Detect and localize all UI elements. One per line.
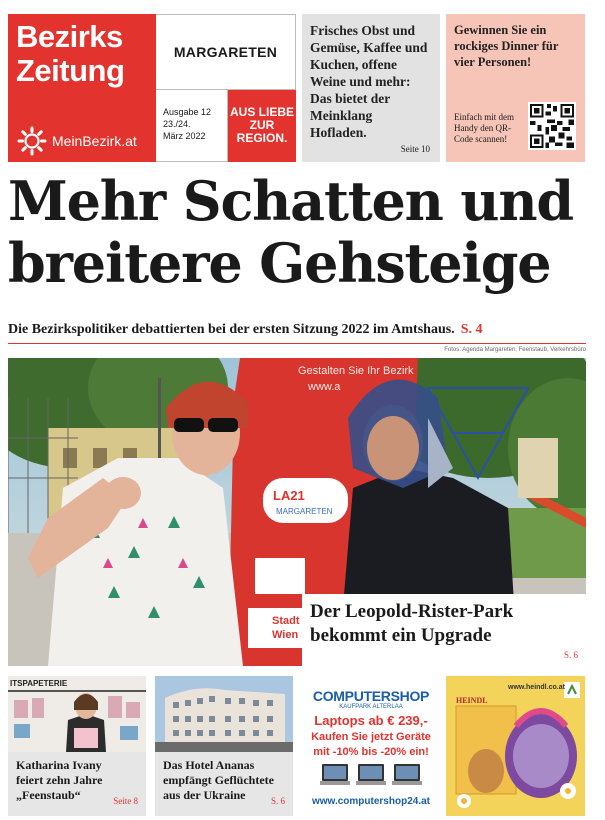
caption-page-ref[interactable]: S. 6 [563, 650, 578, 660]
red-divider [8, 343, 586, 344]
laptops-icon [320, 762, 422, 790]
teaser-hofladen-page: Seite 10 [400, 144, 430, 154]
ad-heindl[interactable] [446, 676, 585, 816]
slogan-line-3: REGION. [236, 131, 288, 145]
sign-text-1: Stadt [272, 615, 300, 627]
lead-page-ref[interactable]: S. 4 [460, 322, 483, 337]
feenstaub-text-2: feiert zehn Jahre [16, 773, 103, 787]
teaser-gewinnspiel[interactable] [446, 14, 585, 162]
teaser-hotel-ananas[interactable] [155, 676, 293, 816]
teaser-feenstaub[interactable] [8, 676, 146, 816]
logo-line-1: Bezirks [16, 19, 123, 54]
teaser-hofladen[interactable] [302, 14, 440, 162]
computershop-location: KAUFPARK ALTERLAA [339, 704, 403, 710]
badge-text: LA21 [273, 488, 305, 503]
heindl-url[interactable]: www.heindl.co.at [508, 684, 565, 691]
logo-site: MeinBezirk.at [52, 133, 137, 149]
main-headline[interactable] [8, 170, 598, 294]
headline-line-2: breitere Gehsteige [8, 231, 551, 295]
feenstaub-sign: ITSPAPETERIE [10, 679, 68, 688]
hotel-text-3: aus der Ukraine [163, 788, 246, 802]
issue-info [156, 90, 228, 162]
banner-text-1: Gestalten Sie Ihr Bezirk [298, 365, 414, 377]
feenstaub-text-1: Katharina Ivany [16, 758, 102, 772]
feenstaub-text-3: „Feenstaub“ [16, 788, 81, 802]
hotel-page-ref[interactable]: S. 6 [270, 796, 285, 806]
banner-text-2: www.a [308, 381, 341, 393]
sign-text-2: Wien [272, 629, 299, 641]
hotel-photo [155, 676, 293, 752]
teaser-gewinnspiel-note: Einfach mit dem Handy den QR-Code scannen! [454, 112, 514, 144]
teaser-gewinnspiel-text: Gewinnen Sie ein rockiges Dinner für vier Personen! [454, 23, 559, 69]
hotel-text-2: empfängt Geflüchtete [163, 773, 274, 787]
ad-computershop[interactable] [302, 676, 440, 816]
district-name: MARGARETEN [156, 14, 296, 90]
feenstaub-photo [8, 676, 146, 752]
slogan-box [228, 90, 296, 162]
hotel-text-1: Das Hotel Ananas [163, 758, 255, 772]
heindl-brand: HEINDL [456, 696, 488, 705]
lead-subline-text: Die Bezirkspolitiker debattierten bei der ersten Sitzung 2022 im Amtshaus. [8, 322, 455, 337]
badge-sub: MARGARETEN [276, 507, 333, 516]
computershop-line-2: mit -10% bis -20% ein! [313, 746, 429, 758]
computershop-line-1: Kaufen Sie jetzt Geräte [311, 731, 431, 743]
photo-caption-box[interactable] [302, 594, 586, 666]
hotel-illustration [155, 676, 293, 752]
slogan-line-1: AUS LIEBE [229, 105, 294, 119]
caption-line-2: bekommt ein Upgrade [310, 625, 492, 646]
computershop-brand: COMPUTERSHOP [312, 688, 430, 704]
lead-subline [8, 322, 482, 338]
photo-credit: Fotos: Agenda Margareten, Feenstaub, Verkehrsbüro [444, 347, 586, 353]
slogan-line-2: ZUR [249, 118, 275, 132]
newspaper-logo[interactable] [8, 14, 156, 162]
teaser-hofladen-text: Frisches Obst und Gemüse, Kaffee und Kuchen, offene Weine und mehr: Das bietet der Meinklang Hofladen. [310, 23, 428, 140]
headline-line-1: Mehr Schatten und [8, 169, 573, 233]
hotel-text [163, 758, 287, 803]
computershop-url[interactable]: www.computershop24.at [312, 796, 430, 807]
feenstaub-illustration [8, 676, 146, 752]
computershop-price: Laptops ab € 239,- [314, 713, 428, 728]
caption-line-1: Der Leopold-Rister-Park [310, 601, 514, 622]
issue-date: 23./24. [163, 119, 191, 129]
logo-line-2: Zeitung [16, 53, 125, 88]
feenstaub-page-ref[interactable]: Seite 8 [113, 796, 138, 806]
sun-icon [17, 126, 47, 156]
issue-number: Ausgabe 12 [163, 107, 212, 117]
issue-month: März 2022 [163, 131, 206, 141]
qr-code-icon[interactable] [528, 102, 576, 150]
